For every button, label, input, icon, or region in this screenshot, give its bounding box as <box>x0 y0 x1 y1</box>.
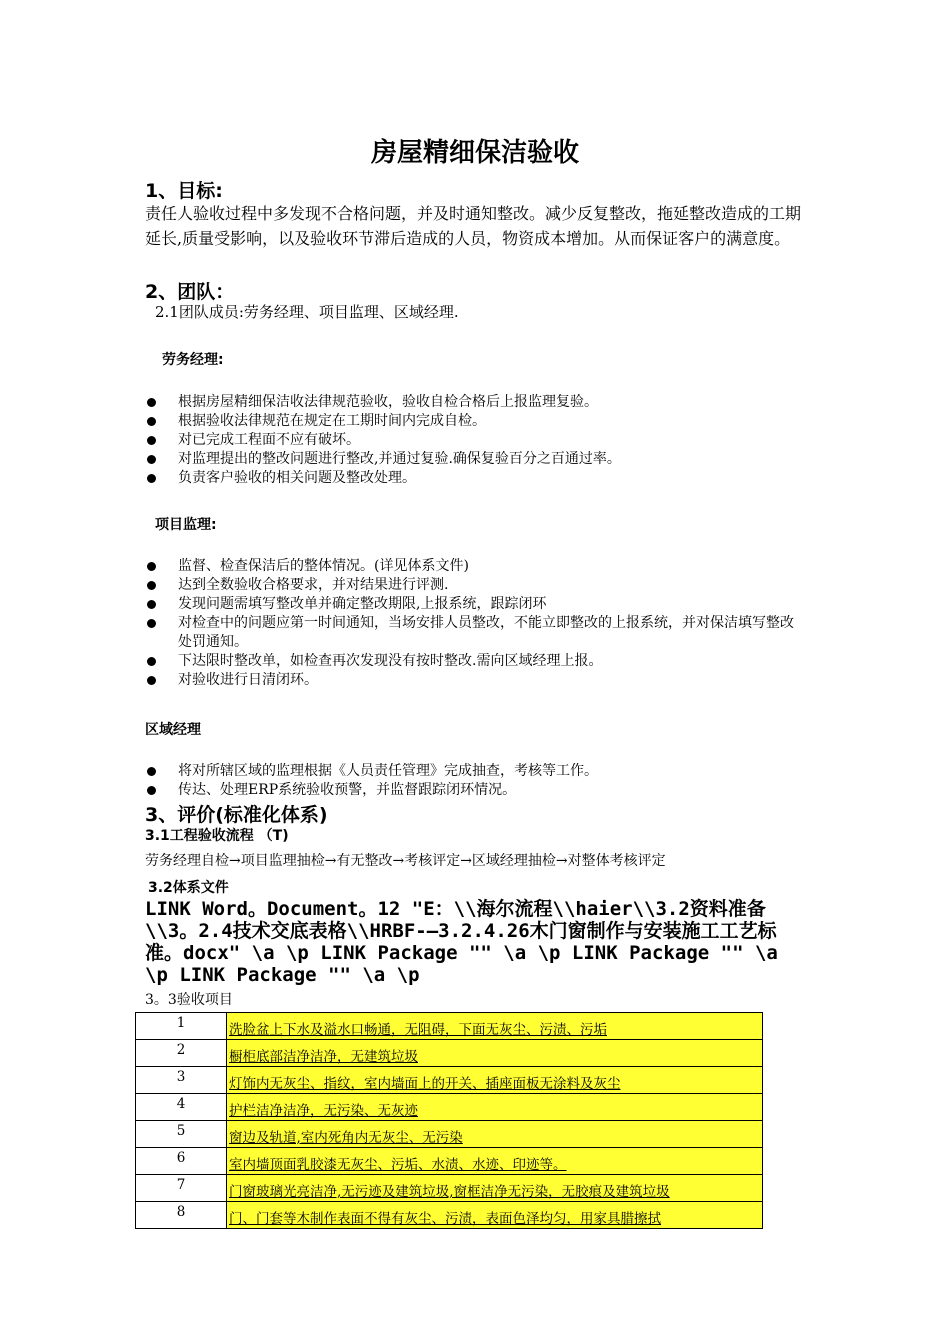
labor-manager-duties <box>145 393 805 488</box>
bullet-icon <box>147 657 156 666</box>
list-item: 对检查中的问题应第一时间通知，当场安排人员整改，不能立即整改的上报系统，并对保洁填写整改处罚通知。 <box>145 614 805 652</box>
table-row <box>136 1094 763 1121</box>
table-row <box>136 1121 763 1148</box>
list-item: 负责客户验收的相关问题及整改处理。 <box>145 469 805 488</box>
list-item: 传达、处理ERP系统验收预警，并监督跟踪闭环情况。 <box>145 781 805 800</box>
bullet-icon <box>147 619 156 628</box>
section-3-3-heading: 3。3验收项目 <box>145 992 233 1008</box>
table-cell-item: 门、门套等木制作表面不得有灰尘、污渍，表面色泽均匀，用家具腊擦拭 <box>227 1202 763 1229</box>
acceptance-flow: 劳务经理自检→项目监理抽检→有无整改→考核评定→区域经理抽检→对整体考核评定 <box>145 853 666 869</box>
table-cell-item: 护栏洁净洁净，无污染、无灰迹 <box>227 1094 763 1121</box>
bullet-icon <box>147 417 156 426</box>
table-cell-item: 洗脸盆上下水及溢水口畅通，无阻碍，下面无灰尘、污渍、污垢 <box>227 1013 763 1040</box>
acceptance-items-table <box>135 1012 763 1229</box>
table-cell-item: 灯饰内无灰尘、指纹，室内墙面上的开关、插座面板无涂料及灰尘 <box>227 1067 763 1094</box>
table-row <box>136 1067 763 1094</box>
table-row <box>136 1202 763 1229</box>
list-item: 发现问题需填写整改单并确定整改期限,上报系统，跟踪闭环 <box>145 595 805 614</box>
table-row <box>136 1175 763 1202</box>
list-item: 下达限时整改单，如检查再次发现没有按时整改.需向区域经理上报。 <box>145 652 805 671</box>
bullet-icon <box>147 562 156 571</box>
list-item: 监督、检查保洁后的整体情况。(详见体系文件) <box>145 557 805 576</box>
bullet-icon <box>147 474 156 483</box>
table-row <box>136 1040 763 1067</box>
project-supervisor-duties <box>145 557 805 690</box>
document-title: 房屋精细保洁验收 <box>370 138 579 168</box>
table-cell-item: 橱柜底部洁净洁净，无建筑垃圾 <box>227 1040 763 1067</box>
role-title-project-supervisor: 项目监理: <box>155 517 217 533</box>
table-cell-number: 4 <box>136 1094 227 1121</box>
list-item: 对验收进行日清闭环。 <box>145 671 805 690</box>
table-cell-item: 室内墙顶面乳胶漆无灰尘、污垢、水渍、水迹、印迹等。 <box>227 1148 763 1175</box>
section-2-heading: 2、团队： <box>145 281 235 303</box>
table-cell-item: 门窗玻璃光亮洁净,无污迹及建筑垃圾,窗框洁净无污染，无胶痕及建筑垃圾 <box>227 1175 763 1202</box>
link-field-code: LINK Word。Document。12 "E：\\海尔流程\\haier\\3.2资料准备\\3。2.4技术交底表格\\HRBF-—3.2.4.26木门窗制作与安装施工工艺标准。docx" \a \p LINK Package "" \a \p LINK Package "" \a \p LINK Package "" \a \p <box>145 898 778 986</box>
section-3-2-heading: 3.2体系文件 <box>148 880 229 896</box>
list-item: 对已完成工程面不应有破坏。 <box>145 431 805 450</box>
regional-manager-duties <box>145 762 805 800</box>
table-cell-number: 3 <box>136 1067 227 1094</box>
table-cell-number: 6 <box>136 1148 227 1175</box>
bullet-icon <box>147 581 156 590</box>
bullet-icon <box>147 676 156 685</box>
bullet-icon <box>147 436 156 445</box>
list-item: 根据验收法律规范在规定在工期时间内完成自检。 <box>145 412 805 431</box>
table-cell-item: 窗边及轨道,室内死角内无灰尘、无污染 <box>227 1121 763 1148</box>
section-3-1-heading: 3.1工程验收流程 （T) <box>145 828 289 844</box>
list-item: 将对所辖区域的监理根据《人员责任管理》完成抽查，考核等工作。 <box>145 762 805 781</box>
section-3-heading: 3、评价(标准化体系) <box>145 804 328 826</box>
table-cell-number: 5 <box>136 1121 227 1148</box>
table-cell-number: 1 <box>136 1013 227 1040</box>
table-cell-number: 7 <box>136 1175 227 1202</box>
bullet-icon <box>147 786 156 795</box>
bullet-icon <box>147 767 156 776</box>
bullet-icon <box>147 455 156 464</box>
list-item: 达到全数验收合格要求，并对结果进行评测. <box>145 576 805 595</box>
section-1-text: 责任人验收过程中多发现不合格问题，并及时通知整改。减少反复整改，拖延整改造成的工期延长,质量受影响，以及验收环节滞后造成的人员，物资成本增加。从而保证客户的满意度。 <box>145 204 802 248</box>
bullet-icon <box>147 398 156 407</box>
table-cell-number: 2 <box>136 1040 227 1067</box>
team-members: 2.1团队成员:劳务经理、项目监理、区域经理. <box>155 303 459 321</box>
table-cell-number: 8 <box>136 1202 227 1229</box>
bullet-icon <box>147 600 156 609</box>
role-title-regional-manager: 区域经理 <box>145 722 201 738</box>
role-title-labor-manager: 劳务经理: <box>162 352 224 368</box>
section-1-heading: 1、目标: <box>145 180 223 202</box>
table-row <box>136 1013 763 1040</box>
list-item: 对监理提出的整改问题进行整改,并通过复验.确保复验百分之百通过率。 <box>145 450 805 469</box>
table-row <box>136 1148 763 1175</box>
list-item: 根据房屋精细保洁收法律规范验收，验收自检合格后上报监理复验。 <box>145 393 805 412</box>
